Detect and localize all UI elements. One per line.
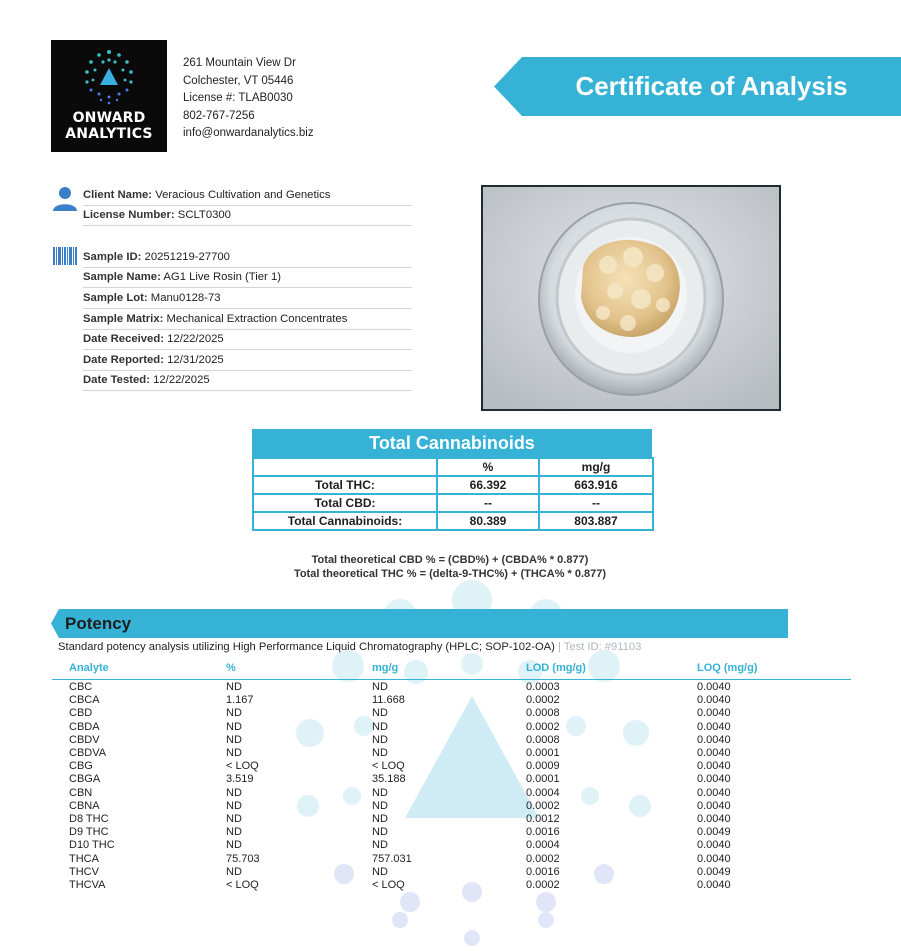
analyte-lod: 0.0002 bbox=[526, 694, 560, 707]
analyte-loq: 0.0040 bbox=[697, 760, 731, 773]
lab-contact-block bbox=[183, 55, 314, 143]
analyte-lod: 0.0004 bbox=[526, 786, 560, 799]
lab-phone: 802-767-7256 bbox=[183, 109, 255, 122]
sample-matrix-row bbox=[83, 309, 412, 330]
total-cannabinoids-table bbox=[252, 429, 652, 531]
potency-row bbox=[0, 853, 901, 866]
date-reported-label: Date Reported: bbox=[83, 354, 164, 366]
analyte-pct: ND bbox=[226, 786, 242, 799]
analyte-mg: ND bbox=[372, 826, 388, 839]
potency-banner bbox=[51, 609, 788, 638]
sample-id-row bbox=[83, 247, 412, 268]
sample-matrix-value: Mechanical Extraction Concentrates bbox=[166, 313, 348, 325]
analyte-mg: 35.188 bbox=[372, 773, 406, 786]
analyte-name: CBDVA bbox=[69, 747, 107, 759]
totals-row bbox=[253, 512, 653, 530]
client-name-row bbox=[83, 185, 412, 206]
potency-row bbox=[0, 839, 901, 852]
analyte-pct: ND bbox=[226, 733, 242, 746]
sample-photo bbox=[481, 185, 781, 411]
analyte-name: CBG bbox=[69, 760, 93, 773]
analyte-lod: 0.0012 bbox=[526, 813, 560, 825]
analyte-name: THCA bbox=[69, 852, 99, 865]
analyte-pct: 3.519 bbox=[226, 773, 254, 786]
potency-method: Standard potency analysis utilizing High Performance Liquid Chromatography (HPLC; SOP-102-OA) bbox=[58, 641, 555, 653]
lab-license: License #: TLAB0030 bbox=[183, 92, 293, 105]
logo-text-line2: ANALYTICS bbox=[65, 126, 153, 142]
analyte-lod: 0.0002 bbox=[526, 720, 560, 733]
potency-row bbox=[0, 813, 901, 826]
potency-row bbox=[0, 734, 901, 747]
date-tested-value: 12/22/2025 bbox=[153, 374, 210, 386]
analyte-mg: 757.031 bbox=[372, 852, 412, 865]
totals-mg: -- bbox=[539, 494, 653, 512]
analyte-lod: 0.0001 bbox=[526, 747, 560, 759]
lab-address-line1: 261 Mountain View Dr bbox=[183, 57, 296, 69]
analyte-loq: 0.0040 bbox=[697, 707, 731, 720]
date-tested-label: Date Tested: bbox=[83, 374, 150, 386]
analyte-loq: 0.0040 bbox=[697, 786, 731, 799]
lab-email: info@onwardanalytics.biz bbox=[183, 127, 314, 140]
analyte-mg: ND bbox=[372, 720, 388, 733]
analyte-mg: ND bbox=[372, 839, 388, 852]
analyte-loq: 0.0040 bbox=[697, 720, 731, 733]
potency-row bbox=[0, 760, 901, 773]
date-received-label: Date Received: bbox=[83, 333, 164, 345]
potency-row bbox=[0, 681, 901, 694]
analyte-lod: 0.0002 bbox=[526, 799, 560, 812]
analyte-mg: ND bbox=[372, 786, 388, 799]
analyte-name: CBD bbox=[69, 707, 93, 720]
analyte-mg: ND bbox=[372, 813, 388, 825]
analyte-pct: 75.703 bbox=[226, 852, 260, 865]
analyte-lod: 0.0016 bbox=[526, 826, 560, 839]
analyte-pct: ND bbox=[226, 747, 242, 759]
person-icon bbox=[52, 185, 78, 211]
potency-row bbox=[0, 721, 901, 734]
analyte-name: THCV bbox=[69, 865, 99, 878]
logo-text-line1: ONWARD bbox=[72, 110, 146, 126]
potency-header-pct: % bbox=[226, 662, 236, 674]
sample-name-value: AG1 Live Rosin (Tier 1) bbox=[163, 271, 281, 283]
totals-grid bbox=[252, 457, 654, 531]
analyte-loq: 0.0040 bbox=[697, 813, 731, 825]
sample-lot-value: Manu0128-73 bbox=[150, 292, 221, 304]
analyte-mg: ND bbox=[372, 799, 388, 812]
analyte-name: CBC bbox=[69, 681, 93, 693]
analyte-lod: 0.0016 bbox=[526, 865, 560, 878]
date-reported-row bbox=[83, 350, 412, 371]
potency-row bbox=[0, 787, 901, 800]
totals-mg: 803.887 bbox=[539, 512, 653, 530]
analyte-mg: ND bbox=[372, 681, 388, 693]
analyte-name: CBN bbox=[69, 786, 93, 799]
sample-name-row bbox=[83, 267, 412, 288]
analyte-lod: 0.0008 bbox=[526, 707, 560, 720]
analyte-name: CBDV bbox=[69, 733, 100, 746]
potency-row bbox=[0, 747, 901, 760]
coa-title-banner bbox=[494, 57, 901, 116]
analyte-mg: 11.668 bbox=[372, 694, 405, 707]
potency-header-rule bbox=[52, 679, 851, 680]
potency-description bbox=[58, 641, 641, 653]
lab-address-line2: Colchester, VT 05446 bbox=[183, 74, 294, 87]
analyte-lod: 0.0003 bbox=[526, 681, 560, 693]
analyte-pct: 1.167 bbox=[226, 694, 254, 707]
potency-banner-shape bbox=[51, 609, 788, 638]
analyte-lod: 0.0002 bbox=[526, 852, 560, 865]
analyte-lod: 0.0001 bbox=[526, 773, 560, 786]
client-license-label: License Number: bbox=[83, 209, 175, 221]
analyte-name: D8 THC bbox=[69, 813, 109, 825]
totals-row bbox=[253, 476, 653, 494]
analyte-loq: 0.0040 bbox=[697, 799, 731, 812]
analyte-pct: ND bbox=[226, 707, 242, 720]
potency-header-analyte: Analyte bbox=[69, 662, 109, 674]
analyte-name: CBNA bbox=[69, 799, 100, 812]
analyte-mg: ND bbox=[372, 707, 388, 720]
analyte-pct: ND bbox=[226, 839, 242, 852]
analyte-mg: < LOQ bbox=[372, 879, 405, 891]
analyte-loq: 0.0040 bbox=[697, 839, 731, 852]
totals-label: Total Cannabinoids: bbox=[253, 512, 437, 530]
client-name-label: Client Name: bbox=[83, 189, 153, 201]
sample-matrix-label: Sample Matrix: bbox=[83, 313, 164, 325]
analyte-pct: < LOQ bbox=[226, 760, 259, 773]
sample-lot-label: Sample Lot: bbox=[83, 292, 148, 304]
totals-header-row bbox=[253, 458, 653, 476]
totals-label: Total THC: bbox=[253, 476, 437, 494]
potency-header-loq: LOQ (mg/g) bbox=[697, 662, 758, 674]
totals-header-blank bbox=[253, 458, 437, 476]
analyte-loq: 0.0040 bbox=[697, 747, 731, 759]
totals-pct: -- bbox=[437, 494, 539, 512]
analyte-pct: ND bbox=[226, 720, 242, 733]
logo-dots-icon bbox=[81, 48, 137, 108]
analyte-pct: < LOQ bbox=[226, 879, 259, 891]
analyte-lod: 0.0002 bbox=[526, 879, 560, 891]
potency-row bbox=[0, 879, 901, 892]
potency-row bbox=[0, 826, 901, 839]
analyte-pct: ND bbox=[226, 813, 242, 825]
analyte-name: CBDA bbox=[69, 720, 100, 733]
analyte-loq: 0.0040 bbox=[697, 681, 731, 693]
analyte-pct: ND bbox=[226, 865, 242, 878]
potency-title: Potency bbox=[65, 614, 132, 633]
date-received-value: 12/22/2025 bbox=[167, 333, 224, 345]
analyte-pct: ND bbox=[226, 826, 242, 839]
analyte-lod: 0.0008 bbox=[526, 733, 560, 746]
analyte-mg: ND bbox=[372, 865, 388, 878]
formula-thc: Total theoretical THC % = (delta-9-THC%) + (THCA% * 0.877) bbox=[293, 568, 607, 580]
totals-col-mg: mg/g bbox=[539, 458, 653, 476]
sample-id-label: Sample ID: bbox=[83, 251, 142, 263]
totals-mg: 663.916 bbox=[539, 476, 653, 494]
client-license-value: SCLT0300 bbox=[177, 209, 231, 221]
potency-header-mg: mg/g bbox=[372, 662, 399, 674]
analyte-mg: ND bbox=[372, 733, 388, 746]
coa-title: Certificate of Analysis bbox=[575, 71, 848, 101]
analyte-pct: ND bbox=[226, 681, 242, 693]
potency-row bbox=[0, 694, 901, 707]
date-tested-row bbox=[83, 370, 412, 391]
analyte-pct: ND bbox=[226, 799, 242, 812]
barcode-icon bbox=[53, 247, 77, 265]
analyte-name: D10 THC bbox=[69, 839, 115, 852]
totals-label: Total CBD: bbox=[253, 494, 437, 512]
analyte-lod: 0.0004 bbox=[526, 839, 560, 852]
sample-id-value: 20251219-27700 bbox=[144, 251, 230, 263]
analyte-mg: < LOQ bbox=[372, 760, 405, 773]
totals-pct: 66.392 bbox=[437, 476, 539, 494]
potency-test-id: | Test ID: #91103 bbox=[557, 641, 642, 653]
client-name-value: Veracious Cultivation and Genetics bbox=[155, 189, 331, 201]
analyte-name: D9 THC bbox=[69, 826, 109, 839]
onward-analytics-logo bbox=[51, 40, 167, 152]
analyte-loq: 0.0040 bbox=[697, 852, 731, 865]
totals-row bbox=[253, 494, 653, 512]
totals-pct: 80.389 bbox=[437, 512, 539, 530]
client-license-row bbox=[83, 205, 412, 226]
potency-row bbox=[0, 800, 901, 813]
formula-cbd: Total theoretical CBD % = (CBD%) + (CBDA% * 0.877) bbox=[311, 554, 589, 566]
analyte-lod: 0.0009 bbox=[526, 760, 560, 773]
analyte-loq: 0.0049 bbox=[697, 865, 731, 878]
analyte-name: THCVA bbox=[69, 879, 106, 891]
potency-row bbox=[0, 773, 901, 786]
analyte-loq: 0.0040 bbox=[697, 694, 731, 707]
analyte-loq: 0.0040 bbox=[697, 733, 731, 746]
analyte-name: CBGA bbox=[69, 773, 101, 786]
sample-name-label: Sample Name: bbox=[83, 271, 161, 283]
analyte-loq: 0.0040 bbox=[697, 879, 731, 891]
totals-col-pct: % bbox=[437, 458, 539, 476]
rosin-jar-image bbox=[483, 187, 779, 409]
potency-header-lod: LOD (mg/g) bbox=[526, 662, 586, 674]
date-received-row bbox=[83, 329, 412, 350]
analyte-name: CBCA bbox=[69, 694, 100, 707]
date-reported-value: 12/31/2025 bbox=[167, 354, 224, 366]
analyte-loq: 0.0049 bbox=[697, 826, 731, 839]
potency-row bbox=[0, 707, 901, 720]
analyte-loq: 0.0040 bbox=[697, 773, 731, 786]
analyte-mg: ND bbox=[372, 747, 388, 759]
total-cannabinoids-title: Total Cannabinoids bbox=[252, 429, 652, 457]
sample-lot-row bbox=[83, 288, 412, 309]
potency-row bbox=[0, 866, 901, 879]
